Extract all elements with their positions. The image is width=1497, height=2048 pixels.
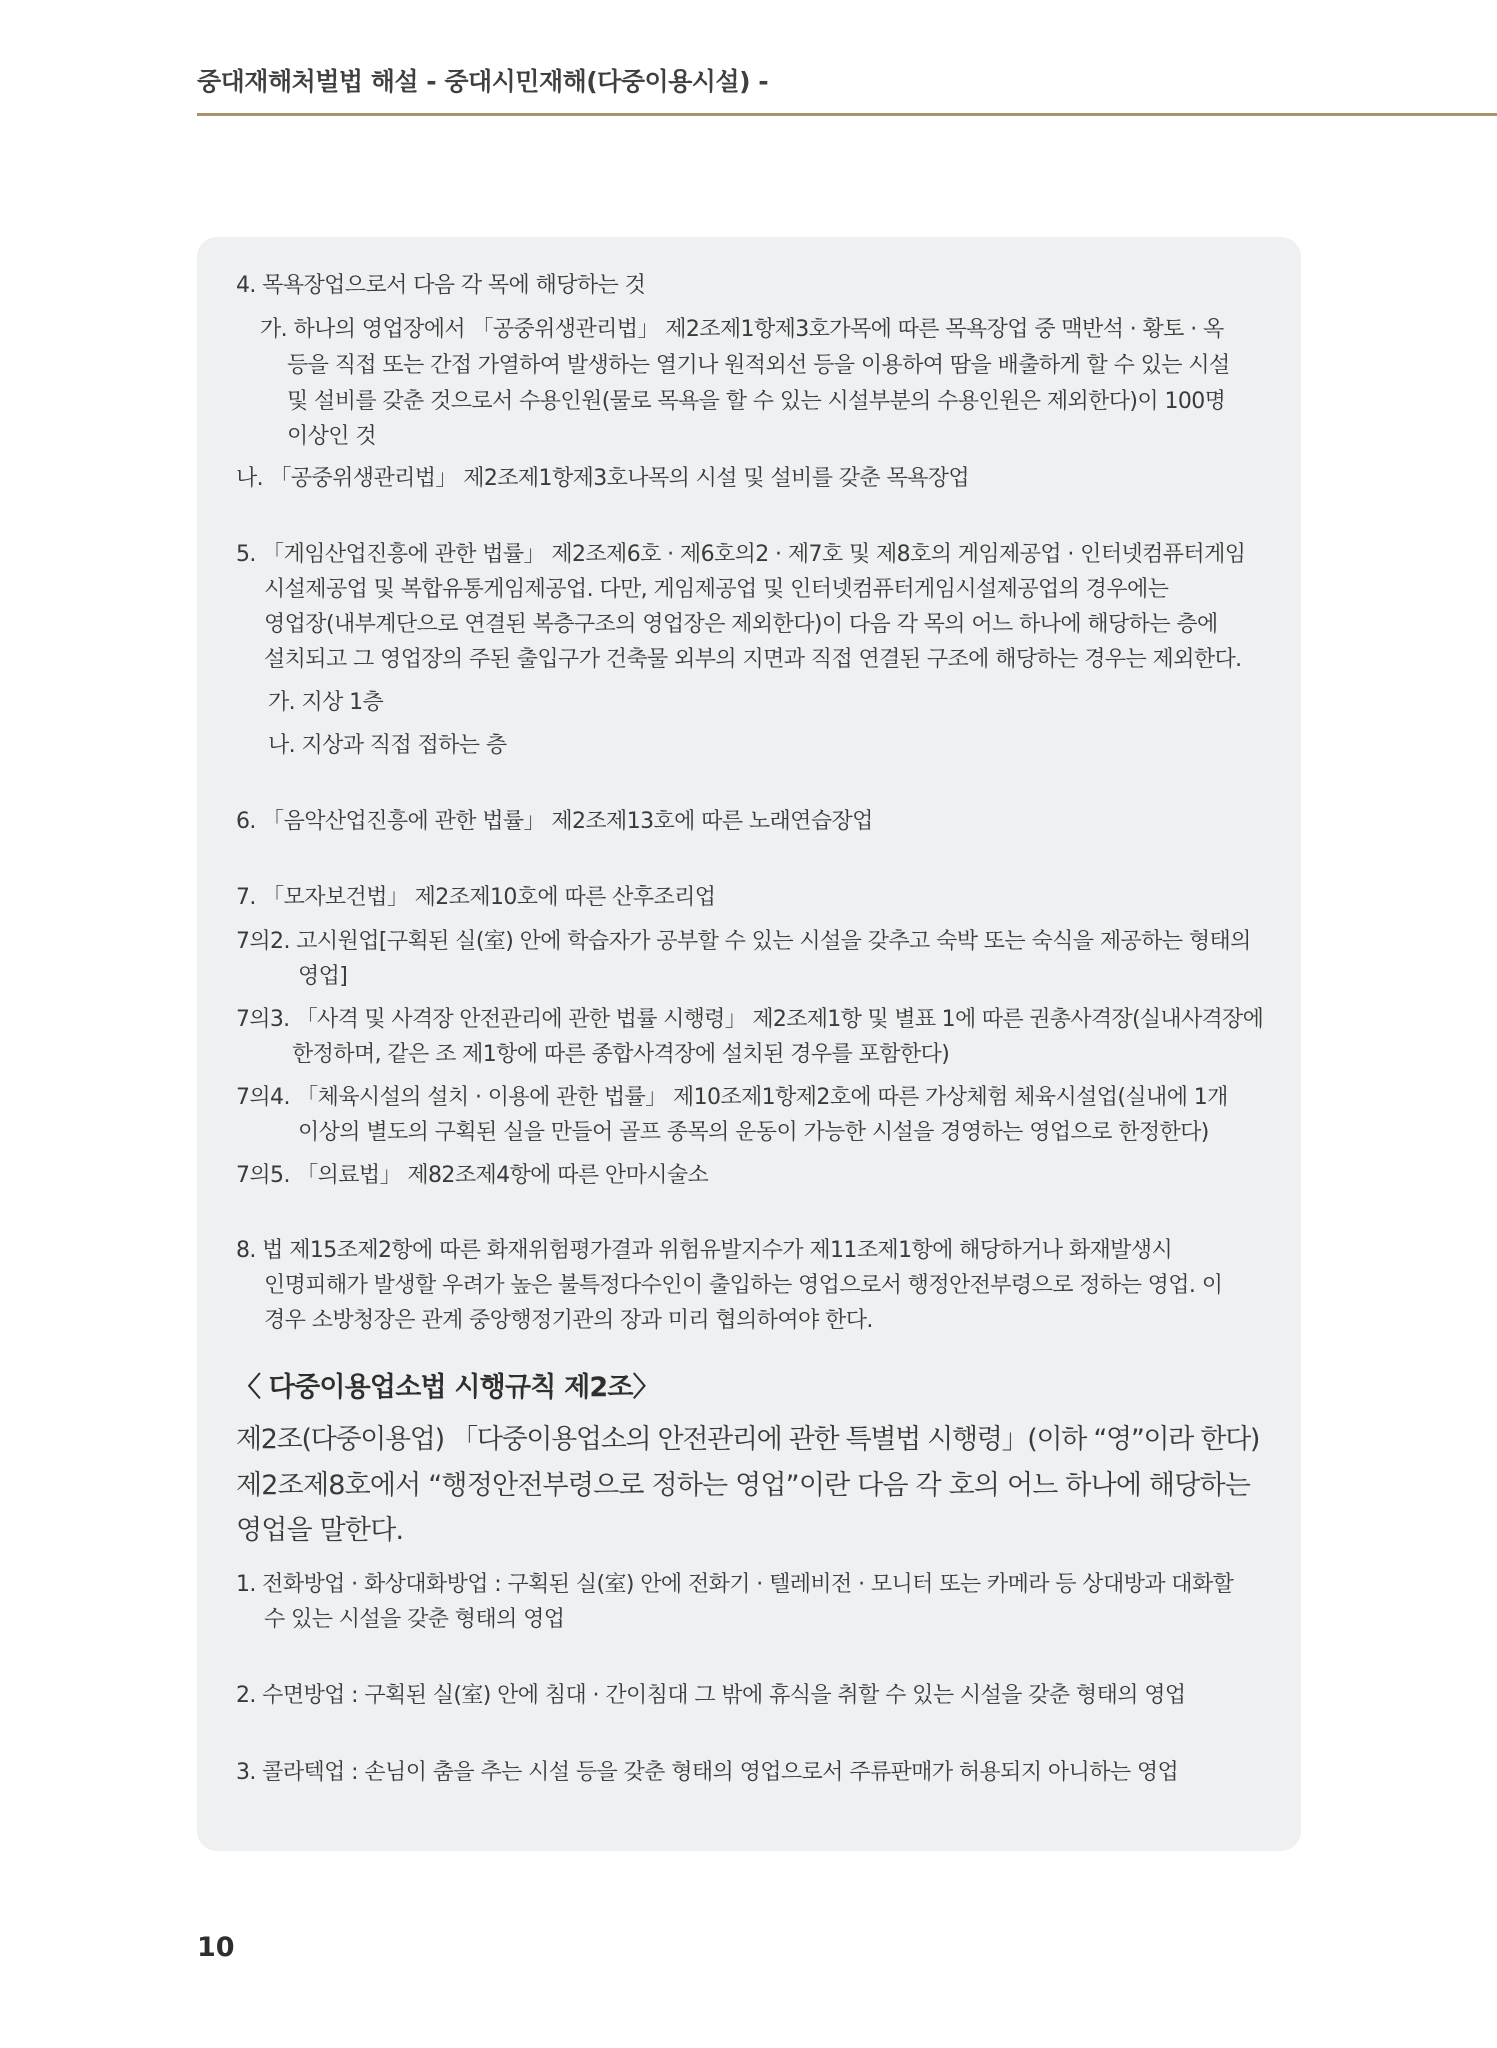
item-4-ga-line-3: 및 설비를 갖춘 것으로서 수용인원(물로 목욕을 할 수 있는 시설부분의 수용인원은 제외한다)이 100명 [287, 389, 1226, 414]
item-4-ga-line-4: 이상인 것 [287, 424, 377, 449]
item-7-4-line-1: 7의4. 「체육시설의 설치 · 이용에 관한 법률」 제10조제1항제2호에 따른 가상체험 체육시설업(실내에 1개 [236, 1085, 1228, 1110]
item-7-3-line-1: 7의3. 「사격 및 사격장 안전관리에 관한 법률 시행령」 제2조제1항 및 별표 1에 따른 권총사격장(실내사격장에 [236, 1007, 1264, 1032]
item-7-5-line-1: 7의5. 「의료법」 제82조제4항에 따른 안마시술소 [236, 1163, 709, 1188]
rule-item-1-line-2: 수 있는 시설을 갖춘 형태의 영업 [264, 1607, 565, 1632]
item-5-line-3: 영업장(내부계단으로 연결된 복층구조의 영업장은 제외한다)이 다음 각 목의 어느 하나에 해당하는 층에 [264, 612, 1218, 637]
item-4-ga-line-2: 등을 직접 또는 간접 가열하여 발생하는 열기나 원적외선 등을 이용하여 땀을 배출하게 할 수 있는 시설 [287, 353, 1230, 378]
page-number: 10 [197, 1932, 235, 1963]
item-7-3-line-2: 한정하며, 같은 조 제1항에 따른 종합사격장에 설치된 경우를 포함한다) [292, 1042, 950, 1067]
rule-item-2-line-1: 2. 수면방업 : 구획된 실(室) 안에 침대 · 간이침대 그 밖에 휴식을 취할 수 있는 시설을 갖춘 형태의 영업 [236, 1683, 1186, 1708]
rule-item-3-line-1: 3. 콜라텍업 : 손님이 춤을 추는 시설 등을 갖춘 형태의 영업으로서 주류판매가 허용되지 아니하는 영업 [236, 1760, 1179, 1785]
rule-intro-line-2: 제2조제8호에서 “행정안전부령으로 정하는 영업”이란 다음 각 호의 어느 하나에 해당하는 [236, 1470, 1251, 1501]
rule-section-heading: 〈 다중이용업소법 시행규칙 제2조〉 [234, 1372, 659, 1403]
running-header-title: 중대재해처벌법 해설 - 중대시민재해(다중이용시설) - [197, 67, 769, 96]
item-7-2-line-1: 7의2. 고시원업[구획된 실(室) 안에 학습자가 공부할 수 있는 시설을 갖추고 숙박 또는 숙식을 제공하는 형태의 [236, 929, 1251, 954]
item-6-line-1: 6. 「음악산업진흥에 관한 법률」 제2조제13호에 따른 노래연습장업 [236, 809, 873, 834]
rule-intro-line-1: 제2조(다중이용업) 「다중이용업소의 안전관리에 관한 특별법 시행령」(이하 “영”이라 한다) [236, 1424, 1260, 1455]
item-8-line-2: 인명피해가 발생할 우려가 높은 불특정다수인이 출입하는 영업으로서 행정안전부령으로 정하는 영업. 이 [264, 1273, 1223, 1298]
item-8-line-3: 경우 소방청장은 관계 중앙행정기관의 장과 미리 협의하여야 한다. [264, 1308, 873, 1333]
item-4-line-1: 4. 목욕장업으로서 다음 각 목에 해당하는 것 [236, 273, 646, 298]
item-7-4-line-2: 이상의 별도의 구획된 실을 만들어 골프 종목의 운동이 가능한 시설을 경영하는 영업으로 한정한다) [298, 1120, 1209, 1145]
item-8-line-1: 8. 법 제15조제2항에 따른 화재위험평가결과 위험유발지수가 제11조제1항에 해당하거나 화재발생시 [236, 1238, 1173, 1263]
item-7-line-1: 7. 「모자보건법」 제2조제10호에 따른 산후조리업 [236, 885, 716, 910]
header-divider [197, 113, 1497, 116]
rule-item-1-line-1: 1. 전화방업 · 화상대화방업 : 구획된 실(室) 안에 전화기 · 텔레비전 · 모니터 또는 카메라 등 상대방과 대화할 [236, 1572, 1234, 1597]
item-4-ga-line-1: 가. 하나의 영업장에서 「공중위생관리법」 제2조제1항제3호가목에 따른 목욕장업 중 맥반석 · 황토 · 옥 [260, 317, 1224, 342]
item-5-line-4: 설치되고 그 영업장의 주된 출입구가 건축물 외부의 지면과 직접 연결된 구조에 해당하는 경우는 제외한다. [264, 647, 1242, 672]
item-5-ga: 가. 지상 1층 [268, 690, 384, 715]
item-7-2-line-2: 영업] [298, 964, 348, 989]
item-5-line-1: 5. 「게임산업진흥에 관한 법률」 제2조제6호 · 제6호의2 · 제7호 및 제8호의 게임제공업 · 인터넷컴퓨터게임 [236, 542, 1246, 567]
item-5-na: 나. 지상과 직접 접하는 층 [268, 733, 507, 758]
rule-intro-line-3: 영업을 말한다. [236, 1515, 404, 1546]
item-4-na-line-1: 나. 「공중위생관리법」 제2조제1항제3호나목의 시설 및 설비를 갖춘 목욕장업 [236, 466, 970, 491]
item-5-line-2: 시설제공업 및 복합유통게임제공업. 다만, 게임제공업 및 인터넷컴퓨터게임시설제공업의 경우에는 [264, 577, 1169, 602]
